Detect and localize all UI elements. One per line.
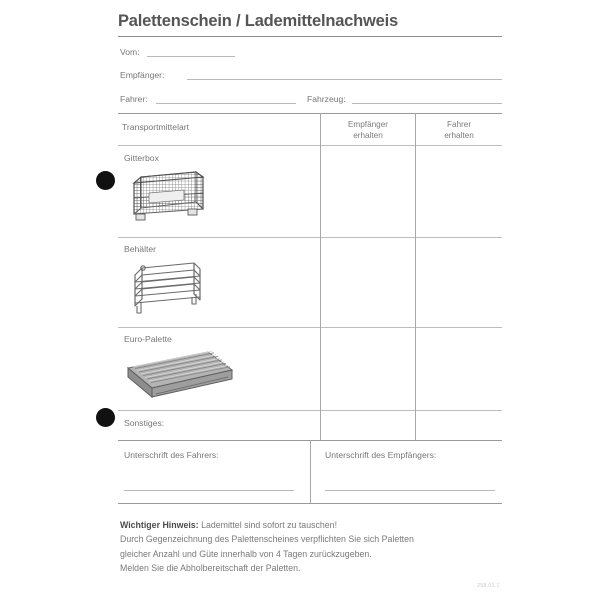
column-header-empfaenger-erhalten (322, 119, 414, 141)
page-title: Palettenschein / Lademittelnachweis (118, 12, 399, 30)
document-code: 258.01.1 (477, 583, 500, 589)
field-input-fahrer[interactable] (156, 103, 296, 104)
euro-pallet-icon (122, 348, 238, 406)
title-divider (118, 36, 502, 37)
signature-column-divider (310, 440, 311, 503)
important-notice (120, 518, 500, 575)
column-header-empfaenger-line2: erhalten (353, 131, 383, 141)
table-column-divider-1 (320, 113, 321, 440)
table-header-divider (118, 145, 502, 146)
column-header-fahrer-line2: erhalten (444, 131, 474, 141)
row-label-sonstiges: Sonstiges: (124, 418, 165, 428)
signature-input-driver[interactable] (124, 490, 294, 491)
column-header-fahrer-erhalten (417, 119, 501, 141)
field-input-empfaenger[interactable] (187, 79, 502, 80)
wooden-slatted-crate-icon (124, 258, 206, 320)
row-label-behaelter: Behälter (124, 244, 157, 254)
field-input-fahrzeug[interactable] (352, 103, 502, 104)
notice-heading: Wichtiger Hinweis: (120, 520, 199, 530)
margin-dot-lower (96, 408, 115, 427)
wire-mesh-container-icon (124, 168, 210, 232)
notice-line-4: Melden Sie die Abholbereitschaft der Paletten. (120, 562, 301, 573)
signature-label-recipient: Unterschrift des Empfängers: (325, 450, 437, 460)
notice-line-3: gleicher Anzahl und Güte innerhalb von 4 Tagen zurückzugeben. (120, 548, 372, 559)
table-row-divider-3 (118, 410, 502, 411)
column-header-fahrer-line1: Fahrer (446, 120, 472, 129)
table-column-divider-2 (415, 113, 416, 440)
notice-line-1-rest: Lademittel sind sofort zu tauschen! (198, 520, 338, 530)
table-row-divider-1 (118, 237, 502, 238)
notice-line-1 (120, 518, 500, 532)
table-row-divider-2 (118, 327, 502, 328)
field-input-vom[interactable] (147, 56, 235, 57)
field-label-fahrzeug: Fahrzeug: (307, 94, 346, 104)
column-header-transportmittelart: Transportmittelart (122, 122, 190, 132)
field-label-fahrer: Fahrer: (120, 94, 148, 104)
column-header-empfaenger-line1: Empfänger (347, 120, 389, 129)
row-label-euro-palette: Euro-Palette (124, 334, 172, 344)
field-label-vom: Vom: (120, 47, 140, 57)
signature-input-recipient[interactable] (325, 490, 495, 491)
signature-label-driver: Unterschrift des Fahrers: (124, 450, 219, 460)
signature-block-bottom-border (118, 503, 502, 504)
field-label-empfaenger: Empfänger: (120, 70, 165, 80)
margin-dot-upper (96, 171, 115, 190)
table-top-border (118, 113, 502, 114)
notice-line-2: Durch Gegenzeichnung des Palettenscheines verpflichten Sie sich Paletten (120, 534, 414, 545)
row-label-gitterbox: Gitterbox (124, 153, 159, 163)
